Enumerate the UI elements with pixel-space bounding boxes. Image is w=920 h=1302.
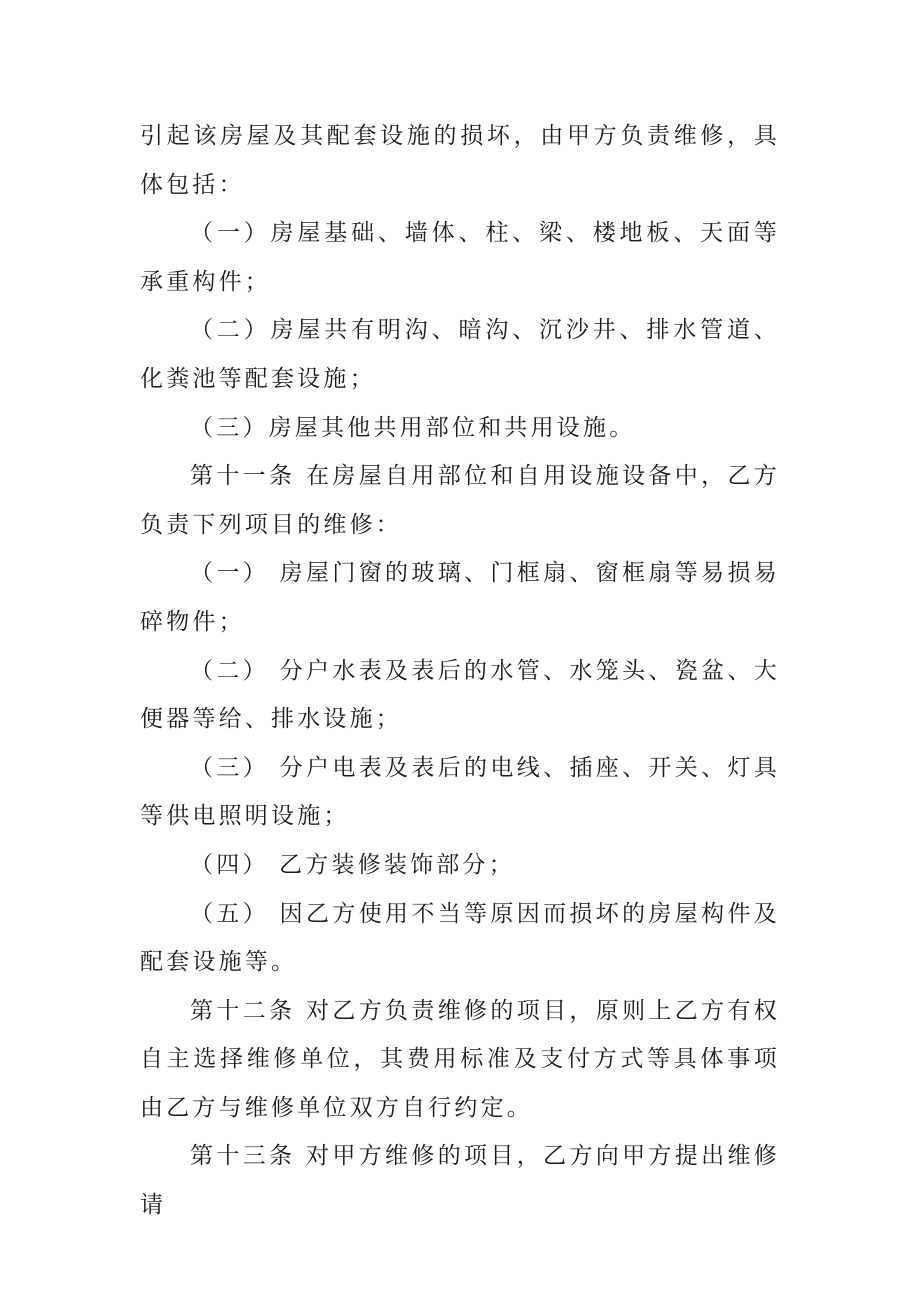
list-item-1: （一）房屋基础、墙体、柱、梁、楼地板、天面等承重构件； bbox=[140, 220, 780, 295]
article-11: 第十一条 在房屋自用部位和自用设施设备中，乙方负责下列项目的维修： bbox=[140, 463, 780, 538]
list-item-3: （三） 分户电表及表后的电线、插座、开关、灯具等供电照明设施； bbox=[140, 754, 780, 830]
list-item-4: （四） 乙方装修装饰部分； bbox=[190, 851, 515, 878]
list-item-5: （五） 因乙方使用不当等原因而损坏的房屋构件及配套设施等。 bbox=[140, 900, 780, 976]
article-12: 第十二条 对乙方负责维修的项目，原则上乙方有权自主选择维修单位，其费用标准及支付方式等具体事项由乙方与维修单位双方自行约定。 bbox=[140, 997, 780, 1121]
list-item-3: （三）房屋其他共用部位和共用设施。 bbox=[190, 414, 636, 441]
list-item-2: （二）房屋共有明沟、暗沟、沉沙井、排水管道、化粪池等配套设施； bbox=[140, 317, 780, 392]
list-item-1: （一） 房屋门窗的玻璃、门框扇、窗框扇等易损易碎物件； bbox=[140, 560, 780, 635]
article-13: 第十三条 对甲方维修的项目，乙方向甲方提出维修请 bbox=[140, 1143, 780, 1219]
list-item-2: （二） 分户水表及表后的水管、水笼头、瓷盆、大便器等给、排水设施； bbox=[140, 657, 780, 733]
contract-body-text bbox=[140, 112, 780, 1230]
paragraph-continuation: 引起该房屋及其配套设施的损坏，由甲方负责维修，具体包括： bbox=[140, 123, 780, 198]
